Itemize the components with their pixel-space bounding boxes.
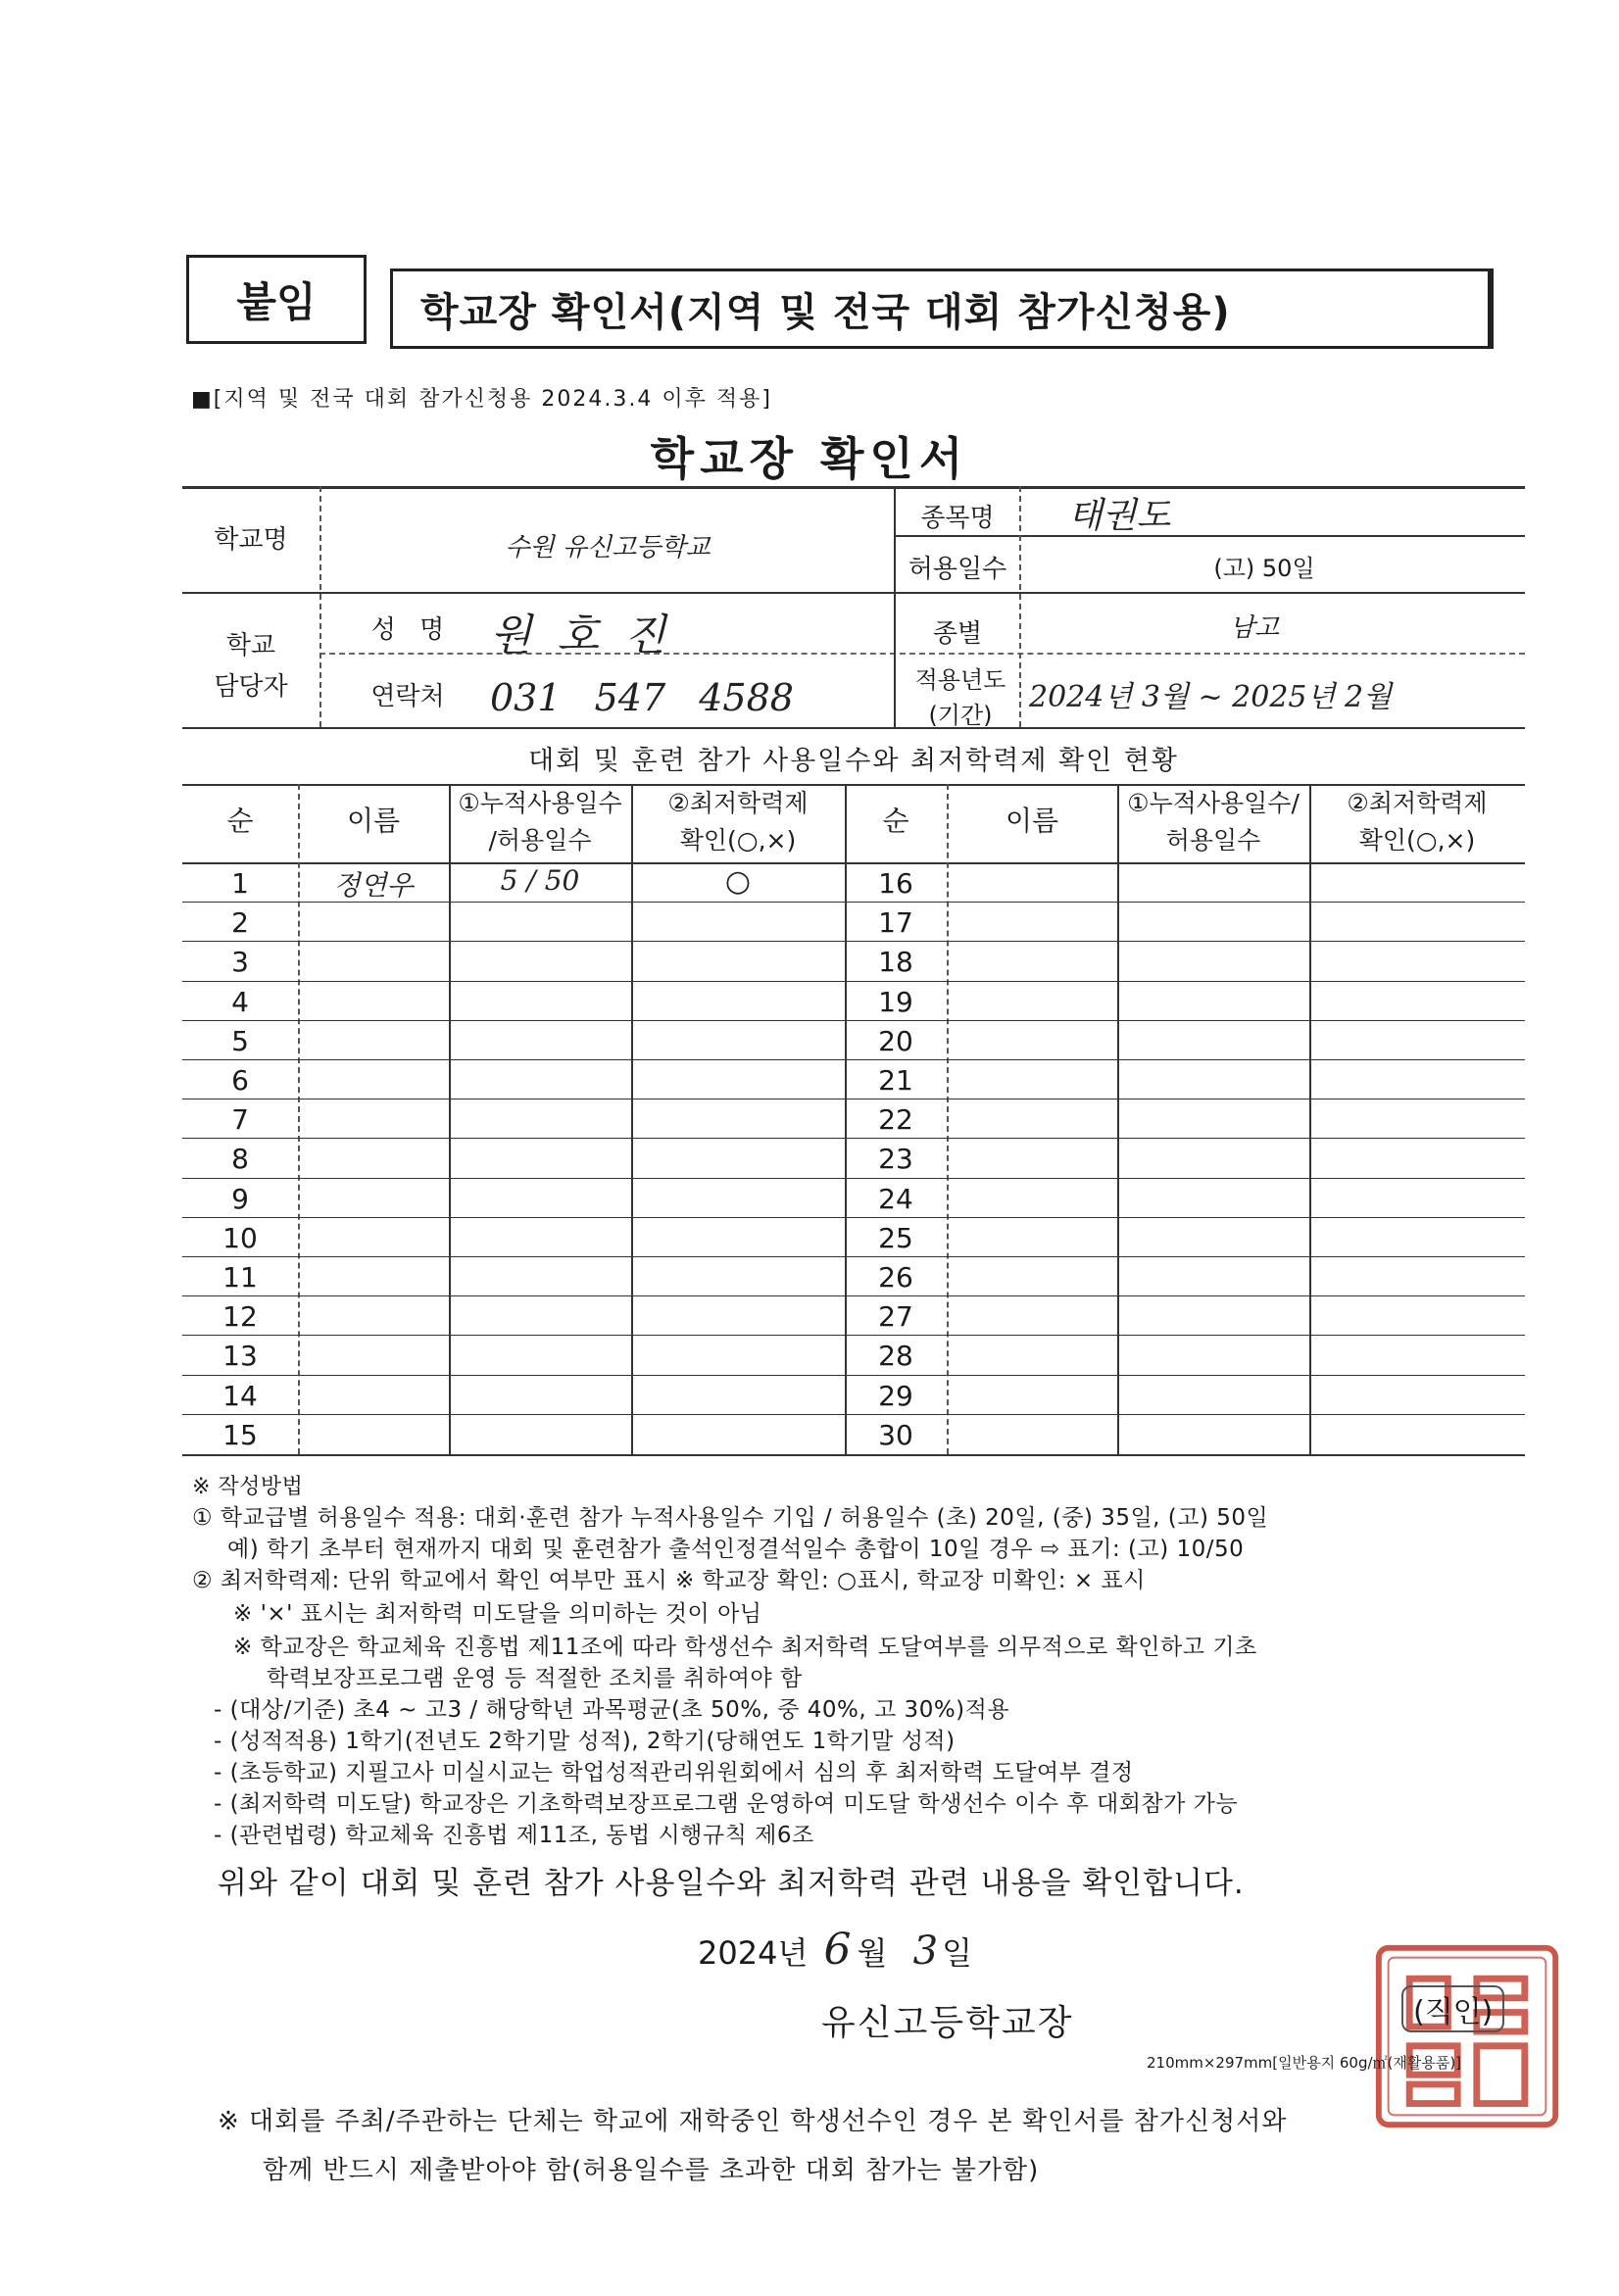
- row-number: 29: [878, 1380, 913, 1412]
- row-number: 16: [878, 867, 913, 900]
- applies-note: ■[지역 및 전국 대회 참가신청용 2024.3.4 이후 적용]: [191, 387, 772, 412]
- period-label-2: (기간): [928, 702, 993, 729]
- attachment-label: 붙임: [186, 255, 367, 344]
- table-section-title: 대회 및 훈련 참가 사용일수와 최저학력제 확인 현황: [528, 746, 1179, 776]
- sport-value: 태권도: [1068, 496, 1171, 536]
- row-number: 20: [878, 1025, 913, 1057]
- col-min-right-1: ②최저학력제: [1347, 789, 1488, 817]
- school-name-value: 수원 유신고등학교: [505, 533, 711, 562]
- date-day-unit: 일: [942, 1934, 972, 1972]
- row-number: 1: [231, 867, 249, 900]
- name-label: 성 명: [370, 615, 453, 645]
- col-days-left-1: ①누적사용일수: [458, 789, 622, 817]
- row-number: 10: [222, 1222, 258, 1254]
- footer-note-line-1: ※ 대회를 주최/주관하는 단체는 학교에 재학중인 학생선수인 경우 본 확인서를 참가신청서와: [218, 2107, 1288, 2136]
- row-number: 2: [231, 906, 249, 939]
- row-separator: [182, 1217, 1525, 1218]
- footer-note-line-2: 함께 반드시 제출받아야 함(허용일수를 초과한 대회 참가는 불가함): [263, 2156, 1040, 2185]
- seal-stamp: [1370, 1940, 1564, 2132]
- confirmation-text: 위와 같이 대회 및 훈련 참가 사용일수와 최저학력 관련 내용을 확인합니다.: [218, 1866, 1245, 1901]
- row-separator: [182, 1059, 1525, 1060]
- row-number: 19: [878, 986, 913, 1018]
- row-separator: [182, 981, 1525, 982]
- col-min-left-1: ②최저학력제: [667, 789, 809, 817]
- row-separator: [182, 1375, 1525, 1376]
- instruction-line: - (초등학교) 지필고사 미실시교는 학업성적관리위원회에서 심의 후 최저학력 도달여부 결정: [214, 1760, 1134, 1785]
- col-no-right: 순: [882, 805, 909, 837]
- period-value: 2024년 3월 ~ 2025년 2월: [1029, 680, 1393, 714]
- type-value: 남고: [1229, 613, 1280, 643]
- date-year: 2024년: [698, 1934, 809, 1972]
- date-month-unit: 월: [857, 1934, 888, 1972]
- row-number: 15: [222, 1419, 258, 1451]
- row-number: 23: [878, 1143, 913, 1175]
- form-title: 학교장 확인서(지역 및 전국 대회 참가신청용): [390, 269, 1494, 349]
- row-separator: [182, 1178, 1525, 1179]
- row-separator: [182, 1295, 1525, 1296]
- row-number: 28: [878, 1340, 913, 1372]
- type-label: 종별: [932, 619, 983, 649]
- row-number: 9: [231, 1183, 249, 1215]
- row-name: 정연우: [333, 869, 414, 902]
- row-number: 5: [231, 1025, 249, 1057]
- row-number: 22: [878, 1103, 913, 1136]
- confirmation-date: [698, 1925, 972, 1975]
- paper-size: 210mm×297mm[일반용지 60g/㎡(재활용품)]: [1147, 2054, 1462, 2072]
- instruction-line: 예) 학기 초부터 현재까지 대회 및 훈련참가 출석인정결석일수 총합이 10일 경우 ⇨ 표기: (고) 10/50: [227, 1537, 1245, 1562]
- row-number: 13: [222, 1340, 258, 1372]
- row-number: 17: [878, 906, 913, 939]
- row-separator: [182, 1256, 1525, 1257]
- seal-label: (직인): [1401, 1985, 1504, 2032]
- row-number: 8: [231, 1143, 249, 1175]
- row-number: 11: [222, 1261, 258, 1294]
- staff-label-2: 담당자: [214, 672, 288, 702]
- allowed-days-label: 허용일수: [908, 555, 1007, 584]
- row-number: 7: [231, 1103, 249, 1136]
- instruction-line: - (대상/기준) 초4 ~ 고3 / 해당학년 과목평균(초 50%, 중 40%, 고 30%)적용: [214, 1697, 1010, 1723]
- instruction-line: - (최저학력 미도달) 학교장은 기초학력보장프로그램 운영하여 미도달 학생선수 이수 후 대회참가 가능: [214, 1791, 1239, 1817]
- contact-value: 031 547 4588: [490, 676, 794, 719]
- row-used-days: 5 / 50: [500, 864, 580, 897]
- col-no-left: 순: [226, 805, 254, 837]
- contact-label: 연락처: [370, 682, 445, 711]
- date-month: 6: [823, 1925, 852, 1975]
- sport-label: 종목명: [920, 504, 995, 533]
- row-separator: [182, 1335, 1525, 1336]
- instruction-line: ② 최저학력제: 단위 학교에서 확인 여부만 표시 ※ 학교장 확인: ○표시, 학교장 미확인: × 표시: [192, 1568, 1146, 1593]
- col-days-right-1: ①누적사용일수/: [1127, 789, 1300, 817]
- principal-name: 유신고등학교장: [821, 2003, 1074, 2043]
- row-number: 6: [231, 1064, 249, 1097]
- instruction-line: ※ 학교장은 학교체육 진흥법 제11조에 따라 학생선수 최저학력 도달여부를 의무적으로 확인하고 기초: [233, 1635, 1257, 1660]
- name-value: 원 호 진: [490, 611, 672, 660]
- row-min-academic: ○: [724, 864, 752, 899]
- instruction-line: - (성적적용) 1학기(전년도 2학기말 성적), 2학기(당해연도 1학기말 성적): [214, 1729, 956, 1754]
- row-number: 12: [222, 1300, 258, 1333]
- row-separator: [182, 1020, 1525, 1021]
- row-number: 27: [878, 1300, 913, 1333]
- col-min-left-2: 확인(○,×): [679, 826, 797, 855]
- row-number: 24: [878, 1183, 913, 1215]
- row-number: 30: [878, 1419, 913, 1451]
- allowed-days-value: (고) 50일: [1213, 555, 1315, 582]
- col-days-right-2: 허용일수: [1165, 826, 1261, 855]
- col-days-left-2: /허용일수: [488, 826, 592, 855]
- col-min-right-2: 확인(○,×): [1358, 826, 1476, 855]
- row-number: 26: [878, 1261, 913, 1294]
- row-separator: [182, 1414, 1525, 1415]
- col-name-right: 이름: [1005, 805, 1059, 837]
- row-number: 4: [231, 986, 249, 1018]
- row-number: 14: [222, 1380, 258, 1412]
- row-number: 3: [231, 946, 249, 978]
- instruction-line: ※ '×' 표시는 최저학력 미도달을 의미하는 것이 아님: [233, 1601, 762, 1627]
- row-separator: [182, 941, 1525, 942]
- instruction-line: 학력보장프로그램 운영 등 적절한 조치를 취하여야 함: [267, 1666, 803, 1691]
- school-name-label: 학교명: [214, 525, 288, 555]
- col-name-left: 이름: [346, 805, 401, 837]
- doc-title: 학교장 확인서: [650, 432, 969, 485]
- instruction-line: ① 학교급별 허용일수 적용: 대회·훈련 참가 누적사용일수 기입 / 허용일수 (초) 20일, (중) 35일, (고) 50일: [192, 1505, 1269, 1531]
- row-number: 21: [878, 1064, 913, 1097]
- instruction-line: - (관련법령) 학교체육 진흥법 제11조, 동법 시행규칙 제6조: [214, 1823, 814, 1848]
- row-separator: [182, 1138, 1525, 1139]
- row-number: 25: [878, 1222, 913, 1254]
- instructions-heading: ※ 작성방법: [192, 1475, 304, 1499]
- period-label-1: 적용년도: [914, 666, 1006, 694]
- row-number: 18: [878, 946, 913, 978]
- date-day: 3: [912, 1929, 939, 1974]
- staff-label-1: 학교: [225, 631, 276, 660]
